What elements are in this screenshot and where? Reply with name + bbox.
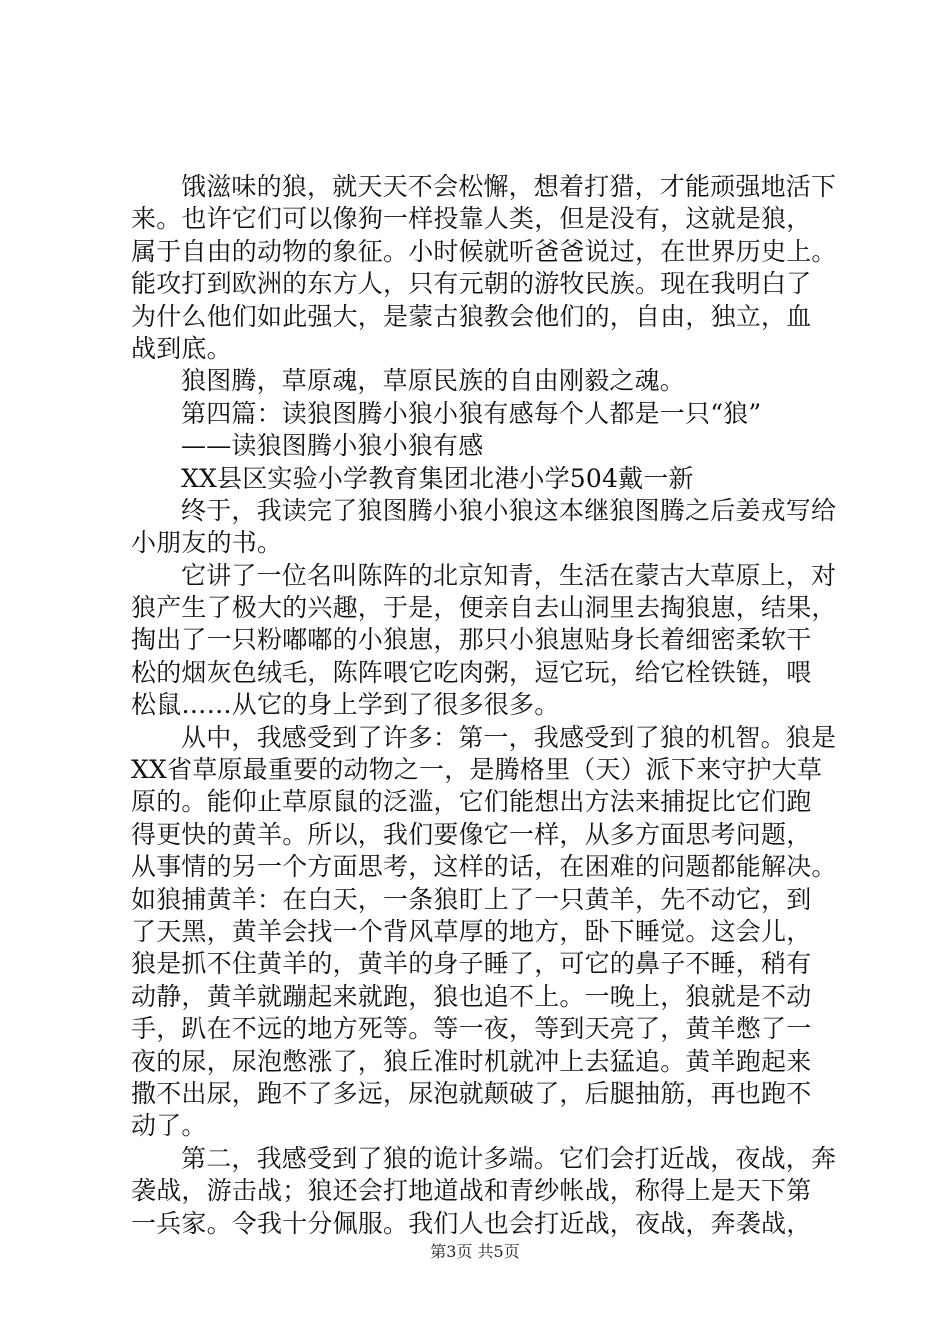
text-line: 松鼠……从它的身上学到了很多很多。 [131, 690, 560, 720]
text-line: 战到底。 [131, 333, 232, 363]
text-line: 第二，我感受到了狼的诡计多端。它们会打近战，夜战，奔 [181, 1143, 837, 1173]
text-line: 狼图腾，草原魂，草原民族的自由刚毅之魂。 [181, 366, 686, 396]
document-body [131, 171, 837, 1240]
text-line: 得更快的黄羊。所以，我们要像它一样，从多方面思考问题， [131, 819, 812, 849]
author-line: XX县区实验小学教育集团北港小学504戴一新 [181, 463, 694, 493]
text-line: 动了。 [131, 1111, 207, 1141]
text-line: 狼是抓不住黄羊的，黄羊的身子睡了，可它的鼻子不睡，稍有 [131, 949, 812, 979]
text-line: 夜的尿，尿泡憋涨了，狼丘准时机就冲上去猛追。黄羊跑起来 [131, 1046, 812, 1076]
text-line: 松的烟灰色绒毛，陈阵喂它吃肉粥，逗它玩，给它栓铁链，喂 [131, 657, 812, 687]
text-line: 终于，我读完了狼图腾小狼小狼这本继狼图腾之后姜戎写给 [181, 495, 837, 525]
text-line: 袭战，游击战；狼还会打地道战和青纱帐战，称得上是天下第 [131, 1176, 812, 1206]
text-line: 狼产生了极大的兴趣，于是，便亲自去山洞里去掏狼崽，结果， [131, 593, 837, 623]
page-number-footer: 第3页 共5页 [430, 1242, 520, 1261]
text-line: 饿滋味的狼，就天天不会松懈，想着打猎，才能顽强地活下 [181, 172, 837, 201]
text-line: 了天黑，黄羊会找一个背风草厚的地方，卧下睡觉。这会儿， [131, 916, 812, 946]
text-line: 撒不出尿，跑不了多远，尿泡就颠破了，后腿抽筋，再也跑不 [131, 1078, 812, 1108]
text-line: 手，趴在不远的地方死等。等一夜，等到天亮了，黄羊憋了一 [131, 1014, 812, 1044]
text-line: 原的。能仰止草原鼠的泛滥，它们能想出方法来捕捉比它们跑 [131, 787, 812, 817]
text-line: 能攻打到欧洲的东方人，只有元朝的游牧民族。现在我明白了 [131, 269, 812, 299]
text-line: 来。也许它们可以像狗一样投靠人类，但是没有，这就是狼， [131, 204, 812, 234]
text-line: 如狼捕黄羊：在白天，一条狼盯上了一只黄羊，先不动它，到 [131, 884, 812, 914]
text-line: 动静，黄羊就蹦起来就跑，狼也追不上。一晚上，狼就是不动 [131, 981, 812, 1011]
text-line: 掏出了一只粉嘟嘟的小狼崽，那只小狼崽贴身长着细密柔软干 [131, 625, 812, 655]
text-line: 它讲了一位名叫陈阵的北京知青，生活在蒙古大草原上，对 [181, 560, 837, 590]
section-heading: 第四篇：读狼图腾小狼小狼有感每个人都是一只“狼” [181, 398, 762, 428]
section-subtitle: ——读狼图腾小狼小狼有感 [181, 431, 484, 461]
text-line: XX省草原最重要的动物之一，是腾格里（天）派下来守护大草 [131, 755, 823, 785]
text-line: 为什么他们如此强大，是蒙古狼教会他们的，自由，独立，血 [131, 301, 812, 331]
text-line: 属于自由的动物的象征。小时候就听爸爸说过，在世界历史上。 [131, 236, 837, 266]
text-line: 小朋友的书。 [131, 528, 283, 558]
text-line: 一兵家。令我十分佩服。我们人也会打近战，夜战，奔袭战， [131, 1208, 812, 1238]
text-line: 从中，我感受到了许多：第一，我感受到了狼的机智。狼是 [181, 722, 837, 752]
text-line: 从事情的另一个方面思考，这样的话，在困难的问题都能解决。 [131, 852, 837, 882]
